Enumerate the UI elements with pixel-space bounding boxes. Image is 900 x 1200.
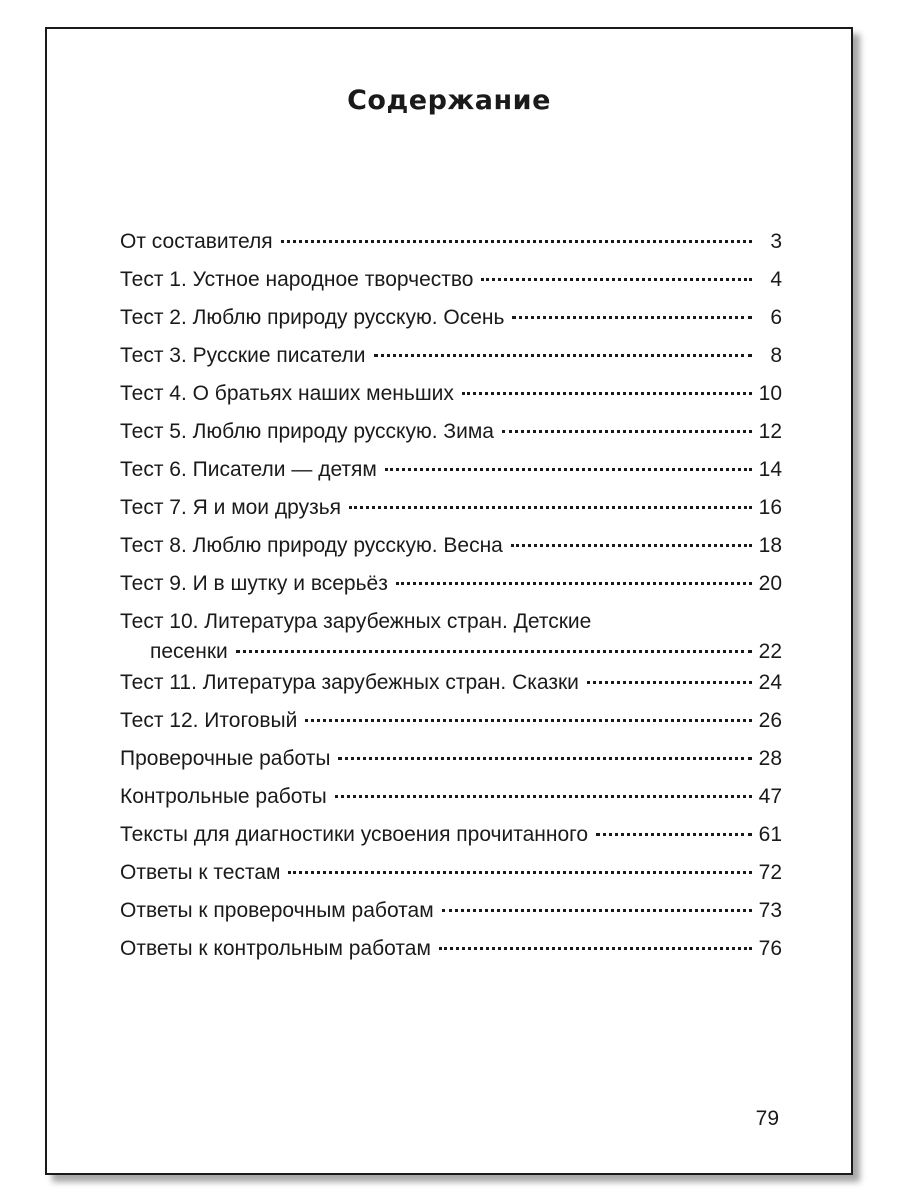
- toc-entry-text: Тексты для диагностики усвоения прочитанного: [120, 823, 589, 846]
- dot-leader: [396, 582, 752, 585]
- toc-entry: [120, 702, 782, 740]
- toc-entry: [120, 565, 782, 603]
- toc-entry-page: 28: [758, 747, 782, 770]
- document-page: [45, 27, 853, 1175]
- toc-entry-page: 10: [758, 382, 782, 405]
- toc-entry: [120, 664, 782, 702]
- toc-entry: [120, 603, 782, 664]
- dot-leader: [335, 795, 752, 798]
- dot-leader: [587, 681, 752, 684]
- toc-entry-page: 18: [758, 534, 782, 557]
- page-number: 79: [755, 1107, 779, 1130]
- dot-leader: [462, 392, 752, 395]
- dot-leader: [374, 354, 753, 357]
- dot-leader: [512, 316, 752, 319]
- toc-entry-page: 22: [758, 640, 782, 663]
- toc-entry-page: 26: [758, 709, 782, 732]
- dot-leader: [481, 278, 752, 281]
- toc-entry-page: 20: [758, 572, 782, 595]
- page-title: Содержание: [347, 85, 551, 116]
- toc-entry: [120, 299, 782, 337]
- dot-leader: [511, 544, 752, 547]
- toc-entry-page: 72: [758, 861, 782, 884]
- toc-entry-text: Тест 12. Итоговый: [120, 709, 298, 732]
- toc-entry: [120, 930, 782, 968]
- toc-entry-text: Тест 9. И в шутку и всерьёз: [120, 572, 388, 595]
- toc-entry-text: Контрольные работы: [120, 785, 327, 808]
- toc-entry-page: 8: [770, 344, 782, 367]
- toc-entry-page: 14: [758, 458, 782, 481]
- toc-entry: [120, 892, 782, 930]
- toc-entry-text: Ответы к проверочным работам: [120, 899, 434, 922]
- dot-leader: [442, 909, 752, 912]
- dot-leader: [305, 719, 752, 722]
- dot-leader: [439, 947, 752, 950]
- toc-entry: [120, 261, 782, 299]
- dot-leader: [349, 506, 752, 509]
- toc-entry-text: Тест 2. Люблю природу русскую. Осень: [120, 306, 505, 329]
- toc-entry: [120, 337, 782, 375]
- toc-entry: [120, 816, 782, 854]
- table-of-contents: [120, 223, 782, 968]
- toc-entry: [120, 778, 782, 816]
- toc-entry: [120, 740, 782, 778]
- toc-entry: [120, 375, 782, 413]
- toc-entry-text: Тест 7. Я и мои друзья: [120, 496, 342, 519]
- toc-entry-text: Тест 3. Русские писатели: [120, 344, 366, 367]
- toc-entry-page: 16: [758, 496, 782, 519]
- dot-leader: [288, 871, 752, 874]
- toc-entry-text: От составителя: [120, 230, 273, 253]
- toc-entry: [120, 489, 782, 527]
- toc-entry-text: Тест 11. Литература зарубежных стран. Сказки: [120, 671, 579, 694]
- toc-entry-text-continued: песенки: [150, 640, 228, 663]
- toc-entry-text: Проверочные работы: [120, 747, 331, 770]
- toc-entry: [120, 223, 782, 261]
- toc-entry-page: 73: [758, 899, 782, 922]
- toc-entry-text: Тест 8. Люблю природу русскую. Весна: [120, 534, 503, 557]
- dot-leader: [596, 833, 752, 836]
- toc-entry: [120, 527, 782, 565]
- toc-entry-page: 76: [758, 937, 782, 960]
- toc-entry-page: 47: [758, 785, 782, 808]
- toc-entry-page: 61: [758, 823, 782, 846]
- dot-leader: [385, 468, 752, 471]
- toc-entry-text: Тест 10. Литература зарубежных стран. Детские: [120, 610, 592, 633]
- toc-entry: [120, 451, 782, 489]
- dot-leader: [236, 650, 752, 653]
- toc-entry-text: Тест 4. О братьях наших меньших: [120, 382, 454, 405]
- toc-entry: [120, 413, 782, 451]
- toc-entry-page: 6: [770, 306, 782, 329]
- dot-leader: [502, 430, 752, 433]
- toc-entry: [120, 854, 782, 892]
- toc-entry-page: 12: [758, 420, 782, 443]
- toc-entry-text: Ответы к контрольным работам: [120, 937, 431, 960]
- toc-entry-text: Тест 1. Устное народное творчество: [120, 268, 474, 291]
- toc-entry-page: 4: [770, 268, 782, 291]
- toc-entry-page: 24: [758, 671, 782, 694]
- toc-entry-text: Ответы к тестам: [120, 861, 281, 884]
- toc-entry-text: Тест 5. Люблю природу русскую. Зима: [120, 420, 494, 443]
- dot-leader: [281, 240, 752, 243]
- toc-entry-text: Тест 6. Писатели — детям: [120, 458, 377, 481]
- dot-leader: [338, 757, 752, 760]
- toc-entry-page: 3: [770, 230, 782, 253]
